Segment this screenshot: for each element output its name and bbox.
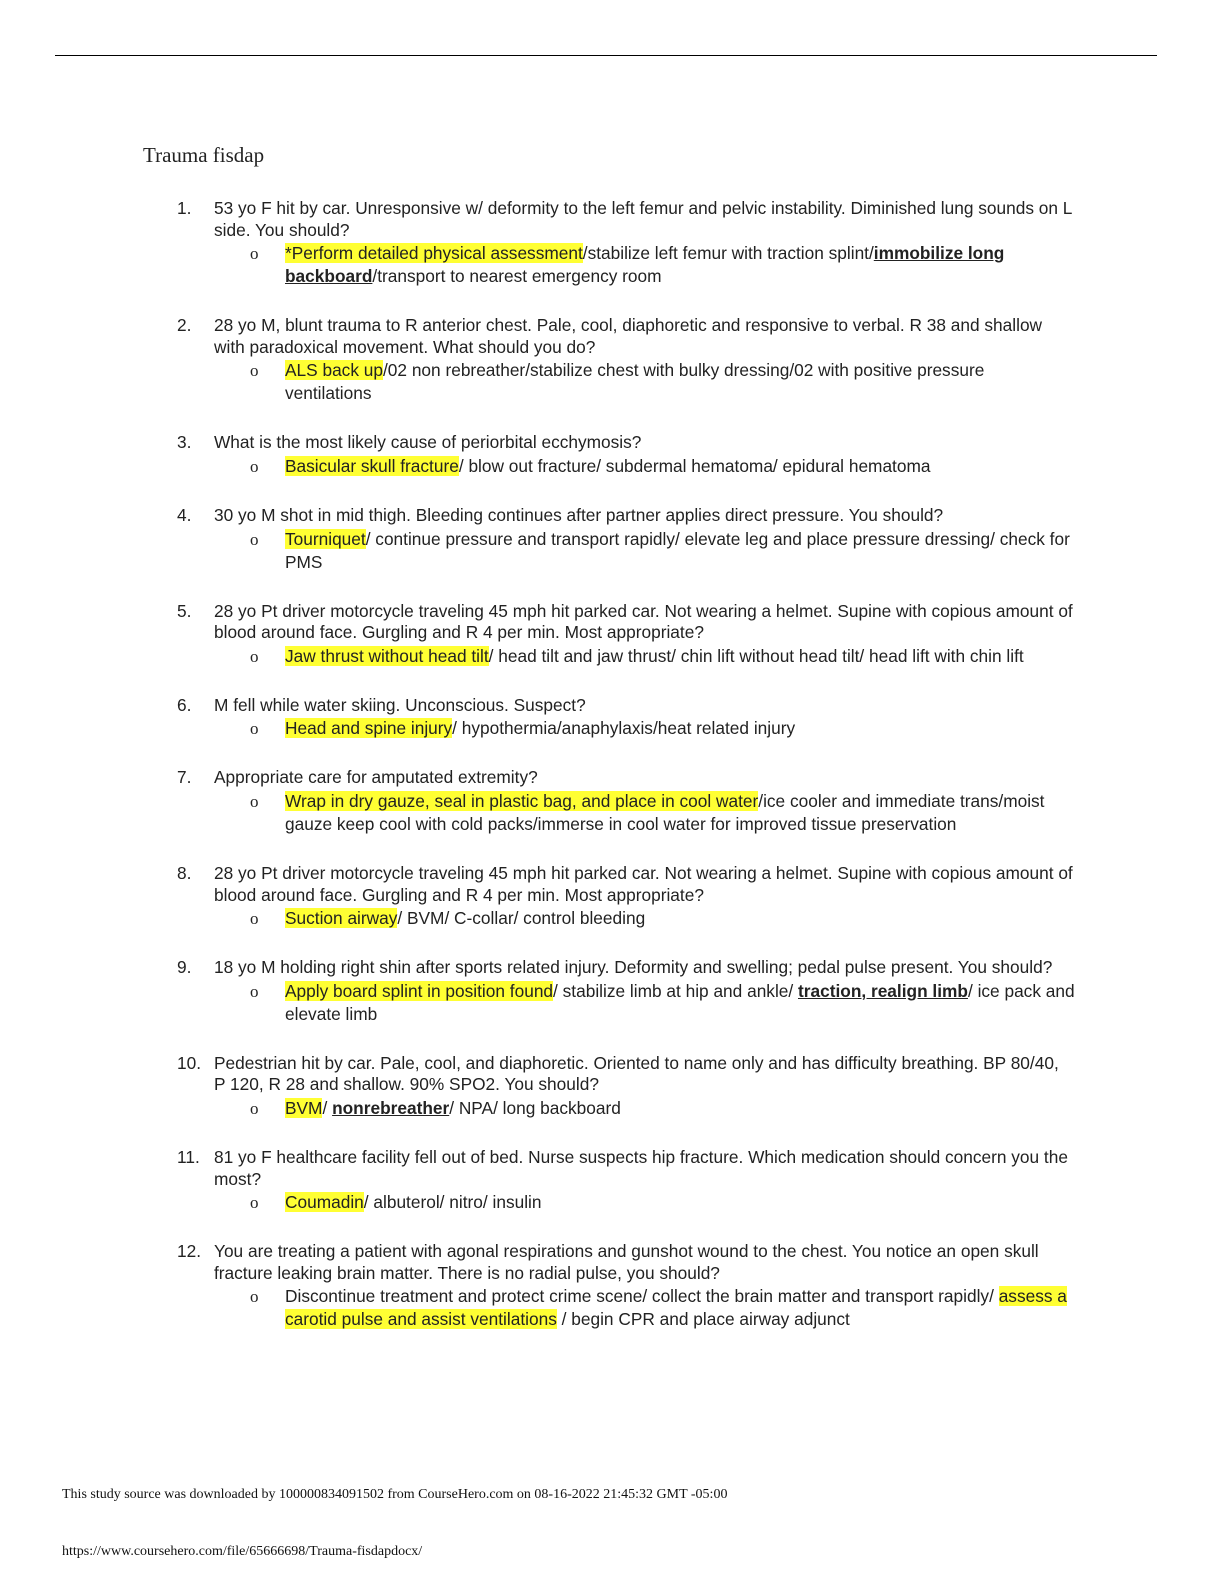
question-number: 8.: [177, 862, 192, 883]
answer-segment: /: [322, 1097, 333, 1118]
answer-text: [285, 1097, 1075, 1120]
question-text: 28 yo Pt driver motorcycle traveling 45 mph hit parked car. Not wearing a helmet. Supine with copious amount of blood around face. Gurgling and R 4 per min. Most appropriate?: [214, 862, 1073, 905]
correct-answer-highlight: *Perform detailed physical assessment: [285, 243, 583, 264]
correct-answer-highlight: Jaw thrust without head tilt: [285, 645, 489, 666]
answer-text: [285, 455, 1075, 478]
answer-options: [0, 1097, 1224, 1120]
answer-options: [0, 1285, 1224, 1331]
answer-emphasis: immobilize long backboard: [285, 243, 1005, 287]
correct-answer-highlight: Suction airway: [285, 908, 398, 929]
question-item: [0, 1241, 1224, 1331]
bullet-marker: o: [250, 456, 259, 476]
question-text: Pedestrian hit by car. Pale, cool, and diaphoretic. Oriented to name only and has difficulty breathing. BP 80/40, P 120, R 28 and shallow. 90% SPO2. You should?: [214, 1052, 1059, 1095]
question-item: [0, 1147, 1224, 1214]
correct-answer-highlight: Coumadin: [285, 1192, 364, 1213]
question-item: [0, 198, 1224, 288]
answer-segment: / continue pressure and transport rapidly/ elevate leg and place pressure dressing/ check for PMS: [285, 528, 1070, 572]
answer-options: [0, 242, 1224, 288]
answer-text: [285, 1285, 1075, 1331]
question-text: 81 yo F healthcare facility fell out of bed. Nurse suspects hip fracture. Which medication should concern you the most?: [214, 1146, 1068, 1189]
question-text: 30 yo M shot in mid thigh. Bleeding continues after partner applies direct pressure. You should?: [214, 504, 944, 525]
answer-options: [0, 1191, 1224, 1214]
question-item: [0, 863, 1224, 930]
question-text: You are treating a patient with agonal respirations and gunshot wound to the chest. You notice an open skull fracture leaking brain matter. There is no radial pulse, you should?: [214, 1241, 1039, 1283]
bullet-marker: o: [250, 981, 259, 1001]
answer-text: [285, 645, 1075, 668]
correct-answer-highlight: ALS back up: [285, 360, 383, 381]
answer-text: [285, 242, 1075, 288]
question-text: 28 yo Pt driver motorcycle traveling 45 mph hit parked car. Not wearing a helmet. Supine with copious amount of blood around face. Gurgling and R 4 per min. Most appropriate?: [214, 600, 1073, 643]
question-item: [0, 601, 1224, 668]
answer-segment: / ice pack and elevate limb: [285, 980, 1075, 1024]
question-number: 7.: [177, 767, 192, 788]
answer-emphasis: traction, realign limb: [798, 980, 968, 1001]
answer-segment: / head tilt and jaw thrust/ chin lift without head tilt/ head lift with chin lift: [488, 645, 1024, 666]
bullet-marker: o: [250, 909, 259, 929]
correct-answer-highlight: Wrap in dry gauze, seal in plastic bag, and place in cool water: [285, 790, 759, 811]
correct-answer-highlight: assess a carotid pulse and assist ventilations: [285, 1286, 1067, 1330]
question-number: 11.: [177, 1146, 200, 1167]
answer-text: [285, 907, 1075, 930]
question-number: 6.: [177, 694, 192, 715]
question-item: [0, 1053, 1224, 1120]
answer-segment: Discontinue treatment and protect crime scene/ collect the brain matter and transport rapidly/: [285, 1286, 999, 1307]
answer-options: [0, 455, 1224, 478]
question-number: 5.: [177, 600, 192, 621]
answer-options: [0, 645, 1224, 668]
question-text: 28 yo M, blunt trauma to R anterior chest. Pale, cool, diaphoretic and responsive to verbal. R 38 and shallow with paradoxical movement. What should you do?: [214, 315, 1043, 357]
correct-answer-highlight: Head and spine injury: [285, 718, 453, 739]
question-item: [0, 432, 1224, 478]
question-item: [0, 695, 1224, 741]
answer-segment: / hypothermia/anaphylaxis/heat related injury: [452, 718, 796, 739]
answer-text: [285, 980, 1075, 1026]
answer-options: [0, 359, 1224, 405]
answer-segment: /transport to nearest emergency room: [372, 266, 662, 287]
question-text: Appropriate care for amputated extremity?: [214, 767, 538, 788]
answer-text: [285, 528, 1075, 574]
question-text: 53 yo F hit by car. Unresponsive w/ deformity to the left femur and pelvic instability. Diminished lung sounds on L side. You should?: [214, 198, 1072, 240]
answer-segment: / BVM/ C-collar/ control bleeding: [397, 908, 646, 929]
question-number: 2.: [177, 315, 192, 336]
question-number: 10.: [177, 1052, 202, 1073]
answer-segment: /ice cooler and immediate trans/moist gauze keep cool with cold packs/immerse in cool water for improved tissue preservation: [285, 790, 1045, 834]
footer-source-note: This study source was downloaded by 100000834091502 from CourseHero.com on 08-16-2022 21:45:32 GMT -05:00: [62, 1487, 728, 1502]
question-number: 9.: [177, 957, 192, 978]
question-number: 4.: [177, 504, 192, 525]
question-number: 1.: [177, 198, 192, 218]
answer-options: [0, 528, 1224, 574]
answer-segment: /02 non rebreather/stabilize chest with bulky dressing/02 with positive pressure ventilations: [285, 360, 985, 404]
answer-emphasis: nonrebreather: [332, 1097, 450, 1118]
question-item: [0, 767, 1224, 836]
question-item: [0, 315, 1224, 405]
question-number: 12.: [177, 1241, 202, 1262]
footer-url-link[interactable]: https://www.coursehero.com/file/65666698/Trauma-fisdapdocx/: [62, 1544, 423, 1559]
answer-segment: /stabilize left femur with traction splint/: [582, 243, 874, 264]
document-title: Trauma fisdap: [143, 143, 265, 167]
bullet-marker: o: [250, 1193, 259, 1213]
answer-options: [0, 907, 1224, 930]
answer-segment: / begin CPR and place airway adjunct: [556, 1309, 850, 1330]
answer-segment: / blow out fracture/ subdermal hematoma/ epidural hematoma: [458, 455, 931, 476]
answer-segment: / NPA/ long backboard: [449, 1097, 621, 1118]
bullet-marker: o: [250, 361, 259, 381]
answer-text: [285, 359, 1075, 405]
answer-segment: / stabilize limb at hip and ankle/: [553, 980, 798, 1001]
correct-answer-highlight: Tourniquet: [285, 528, 366, 549]
question-item: [0, 505, 1224, 574]
correct-answer-highlight: BVM: [285, 1097, 323, 1118]
bullet-marker: o: [250, 791, 259, 811]
answer-segment: / albuterol/ nitro/ insulin: [363, 1192, 542, 1213]
question-list: [0, 198, 1224, 1358]
answer-options: [0, 980, 1224, 1026]
question-text: 18 yo M holding right shin after sports related injury. Deformity and swelling; pedal pulse present. You should?: [214, 957, 1053, 978]
bullet-marker: o: [250, 1098, 259, 1118]
bullet-marker: o: [250, 646, 259, 666]
answer-text: [285, 790, 1075, 836]
question-text: What is the most likely cause of periorbital ecchymosis?: [214, 432, 642, 453]
bullet-marker: o: [250, 1287, 259, 1307]
bullet-marker: o: [250, 529, 259, 549]
bullet-marker: o: [250, 719, 259, 739]
answer-options: [0, 790, 1224, 836]
bullet-marker: o: [250, 244, 259, 264]
answer-text: [285, 717, 1075, 740]
question-number: 3.: [177, 432, 192, 453]
correct-answer-highlight: Basicular skull fracture: [285, 455, 459, 476]
answer-options: [0, 717, 1224, 740]
question-item: [0, 957, 1224, 1026]
correct-answer-highlight: Apply board splint in position found: [285, 980, 554, 1001]
answer-text: [285, 1191, 1075, 1214]
top-rule: [55, 55, 1157, 56]
question-text: M fell while water skiing. Unconscious. Suspect?: [214, 694, 586, 715]
